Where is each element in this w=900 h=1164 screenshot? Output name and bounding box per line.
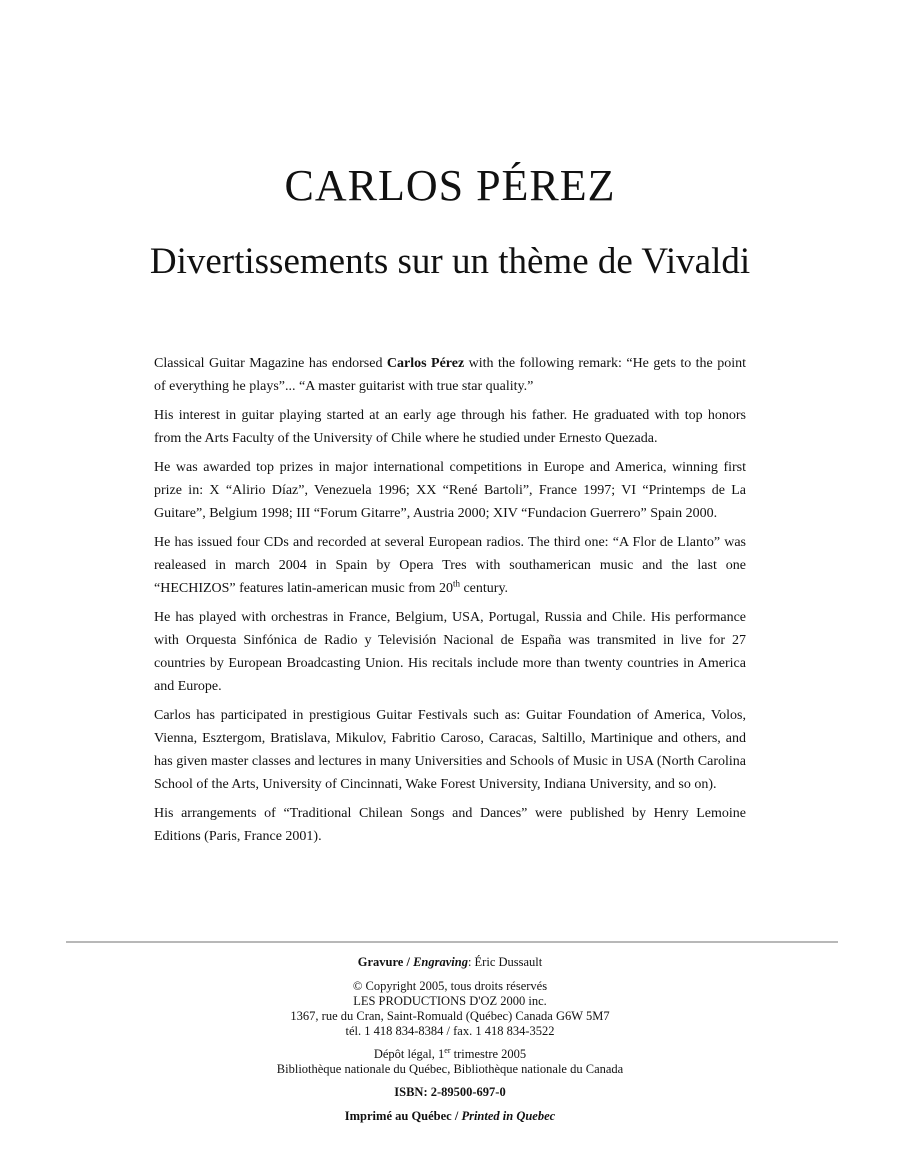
engraving-label: Gravure / xyxy=(357,955,414,969)
bio-text: He has issued four CDs and recorded at several European radios. The third one: “A Flor de Llanto” was realeased in march 2004 in Spain by Opera Tres with southamerican music and the last one “HECHIZOS” features latin-american music from 20 xyxy=(154,535,746,596)
bio-paragraph-6: Carlos has participated in prestigious Guitar Festivals such as: Guitar Foundation of America, Volos, Vienna, Esztergom, Bratislava, Mikulov, Fabritio Caroso, Caracas, Saltillo, Martinique and others, and has given master classes and lectures in many Universities and Schools of Music in USA (North Carolina School of the Arts, University of Cincinnati, Wake Forest University, Indiana University, and so on). xyxy=(154,708,746,792)
bio-text: with the following remark: “He gets to the point of everything he plays”... “A master guitarist with true star quality.” xyxy=(154,356,746,394)
engraver-name: : Éric Dussault xyxy=(467,955,543,969)
divider xyxy=(66,941,838,943)
bio-paragraph-3: He was awarded top prizes in major international competitions in Europe and America, winning first prize in: X “Alirio Díaz”, Venezuela 1996; XX “René Bartoli”, France 1997; VI “Printemps de La Guitare”, Belgium 1998; III “Forum Gitarre”, Austria 2000; XIV “Fundacion Guerrero” Spain 2000. xyxy=(154,460,746,521)
bio-paragraph-1 xyxy=(154,352,746,398)
publisher: LES PRODUCTIONS D'OZ 2000 inc. xyxy=(353,994,547,1008)
bio-paragraph-4 xyxy=(154,531,746,600)
isbn: ISBN: 2-89500-697-0 xyxy=(394,1085,506,1099)
page-subtitle: Divertissements sur un thème de Vivaldi xyxy=(149,241,751,282)
page-title: CARLOS PÉREZ xyxy=(284,161,616,210)
address: 1367, rue du Cran, Saint-Romuald (Québec) Canada G6W 5M7 xyxy=(290,1009,610,1023)
bio-text: century. xyxy=(459,581,509,596)
legal-text: trimestre 2005 xyxy=(450,1047,527,1061)
phone-fax: tél. 1 418 834-8384 / fax. 1 418 834-3522 xyxy=(345,1024,555,1038)
credits xyxy=(0,955,900,1124)
bio-paragraph-2: His interest in guitar playing started at an early age through his father. He graduated with top honors from the Arts Faculty of the University of Chile where he studied under Ernesto Quezada. xyxy=(154,408,746,446)
bio-paragraph-7: His arrangements of “Traditional Chilean Songs and Dances” were published by Henry Lemoine Editions (Paris, France 2001). xyxy=(154,806,746,844)
printed-en: Printed in Quebec xyxy=(461,1109,556,1123)
legal-text: Dépôt légal, 1 xyxy=(373,1047,445,1061)
biography xyxy=(154,352,746,854)
engraving-label-en: Engraving xyxy=(413,955,468,969)
libraries: Bibliothèque nationale du Québec, Bibliothèque nationale du Canada xyxy=(276,1062,624,1076)
legal-deposit xyxy=(0,1047,900,1062)
printed-in xyxy=(0,1109,900,1124)
superscript: th xyxy=(452,578,460,589)
bio-text: Classical Guitar Magazine has endorsed xyxy=(154,356,387,371)
printed-fr: Imprimé au Québec / xyxy=(344,1109,462,1123)
engraving-credit xyxy=(0,955,900,970)
artist-name: Carlos Pérez xyxy=(386,356,465,371)
bio-paragraph-5: He has played with orchestras in France, Belgium, USA, Portugal, Russia and Chile. His performance with Orquesta Sinfónica de Radio y Televisión Nacional de España was transmited in live for 27 countries by European Broadcasting Union. His recitals include more than twenty countries in America and Europe. xyxy=(154,610,746,694)
superscript: er xyxy=(444,1045,451,1055)
copyright: © Copyright 2005, tous droits réservés xyxy=(352,979,548,993)
